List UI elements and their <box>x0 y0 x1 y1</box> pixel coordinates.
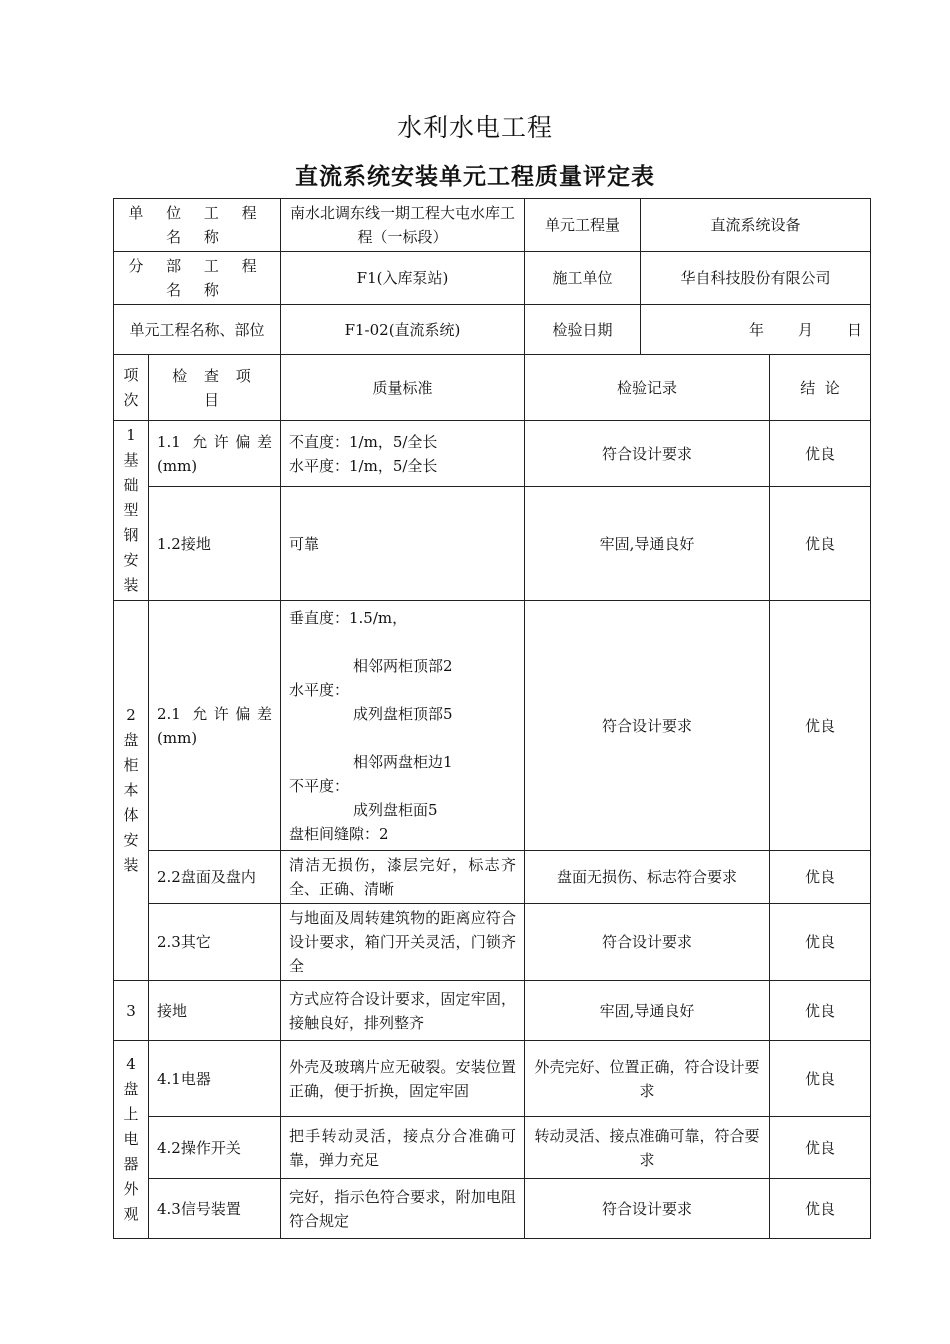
table-row <box>114 487 871 601</box>
inspection-record: 符合设计要求 <box>525 421 770 487</box>
contractor-label: 施工单位 <box>525 252 641 305</box>
col-record: 检验记录 <box>525 355 770 421</box>
col-conclusion: 结 论 <box>770 355 871 421</box>
check-item: 4.3信号装置 <box>149 1179 281 1239</box>
conclusion: 优良 <box>770 487 871 601</box>
document-title: 水利水电工程 <box>396 113 553 142</box>
inspect-date-field <box>641 305 871 355</box>
table-row <box>114 421 871 487</box>
check-item: 1.2接地 <box>149 487 281 601</box>
table-row <box>114 904 871 981</box>
check-item: 2.2盘面及盘内 <box>149 851 281 904</box>
conclusion: 优良 <box>770 1179 871 1239</box>
info-row-element <box>114 305 871 355</box>
check-item: 4.1电器 <box>149 1041 281 1117</box>
check-item: 4.2操作开关 <box>149 1117 281 1179</box>
contractor-value: 华自科技股份有限公司 <box>641 252 871 305</box>
table-row <box>114 1179 871 1239</box>
date-year: 年 <box>748 320 764 339</box>
group-1-label: 1基础型钢安装 <box>114 421 149 601</box>
quality-standard: 垂直度：1.5/m， 相邻两柜顶部2 水平度： 成列盘柜顶部5 相邻两盘柜边1 不平度： 成列盘柜面5 盘柜间缝隙：2 <box>281 601 525 851</box>
element-name-label: 单元工程名称、部位 <box>114 305 281 355</box>
date-month: 月 <box>797 320 813 339</box>
info-row-unit-project <box>114 199 871 252</box>
table-row <box>114 1041 871 1117</box>
quality-standard: 外壳及玻璃片应无破裂。安装位置正确，便于折换，固定牢固 <box>281 1041 525 1117</box>
col-standard: 质量标准 <box>281 355 525 421</box>
column-header-row <box>114 355 871 421</box>
quality-assessment-table <box>113 198 871 1239</box>
inspection-record: 牢固,导通良好 <box>525 981 770 1041</box>
conclusion: 优良 <box>770 851 871 904</box>
col-check-item: 检 查 项 目 <box>149 355 281 421</box>
inspection-record: 符合设计要求 <box>525 904 770 981</box>
date-day: 日 <box>847 320 863 339</box>
conclusion: 优良 <box>770 1041 871 1117</box>
form-title: 直流系统安装单元工程质量评定表 <box>295 163 655 190</box>
sub-project-value: F1(入库泵站) <box>281 252 525 305</box>
inspection-record: 符合设计要求 <box>525 601 770 851</box>
inspection-record: 转动灵活、接点准确可靠，符合要求 <box>525 1117 770 1179</box>
check-item: 1.1 允许偏差(mm) <box>149 421 281 487</box>
quality-standard: 可靠 <box>281 487 525 601</box>
group-4-label: 4盘上电器外观 <box>114 1041 149 1239</box>
table-row <box>114 851 871 904</box>
conclusion: 优良 <box>770 981 871 1041</box>
sub-project-label: 分 部 工 程 名 称 <box>114 252 281 305</box>
unit-project-value: 南水北调东线一期工程大屯水库工程（一标段） <box>281 199 525 252</box>
unit-project-label: 单 位 工 程 名 称 <box>114 199 281 252</box>
conclusion: 优良 <box>770 904 871 981</box>
quality-standard: 把手转动灵活，接点分合准确可靠，弹力充足 <box>281 1117 525 1179</box>
conclusion: 优良 <box>770 421 871 487</box>
group-2-label: 2盘柜本体安装 <box>114 601 149 981</box>
quality-standard: 方式应符合设计要求，固定牢固，接触良好，排列整齐 <box>281 981 525 1041</box>
quality-standard: 不直度：1/m，5/全长 水平度：1/m，5/全长 <box>281 421 525 487</box>
quality-standard: 完好，指示色符合要求，附加电阻符合规定 <box>281 1179 525 1239</box>
conclusion: 优良 <box>770 1117 871 1179</box>
check-item: 接地 <box>149 981 281 1041</box>
quality-standard: 与地面及周转建筑物的距离应符合设计要求，箱门开关灵活，门锁齐全 <box>281 904 525 981</box>
element-name-value: F1-02(直流系统) <box>281 305 525 355</box>
col-item-no: 项次 <box>114 355 149 421</box>
check-item: 2.1 允许偏差(mm) <box>149 601 281 851</box>
inspect-date-label: 检验日期 <box>525 305 641 355</box>
table-row <box>114 981 871 1041</box>
unit-quantity-label: 单元工程量 <box>525 199 641 252</box>
inspection-record: 外壳完好、位置正确，符合设计要求 <box>525 1041 770 1117</box>
table-row <box>114 601 871 851</box>
conclusion: 优良 <box>770 601 871 851</box>
table-row <box>114 1117 871 1179</box>
inspection-record: 符合设计要求 <box>525 1179 770 1239</box>
inspection-record: 牢固,导通良好 <box>525 487 770 601</box>
group-3-label: 3 <box>114 981 149 1041</box>
inspection-record: 盘面无损伤、标志符合要求 <box>525 851 770 904</box>
check-item: 2.3其它 <box>149 904 281 981</box>
info-row-sub-project <box>114 252 871 305</box>
quality-standard: 清洁无损伤，漆层完好，标志齐全、正确、清晰 <box>281 851 525 904</box>
unit-quantity-value: 直流系统设备 <box>641 199 871 252</box>
